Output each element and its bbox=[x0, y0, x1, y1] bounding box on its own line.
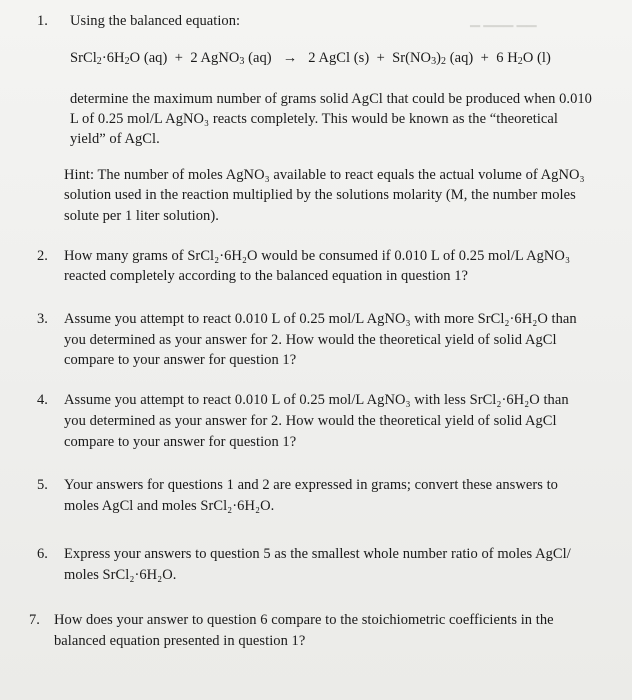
q5-line-1: Your answers for questions 1 and 2 are expressed in grams; convert these answers to bbox=[64, 477, 558, 493]
q1-hint-line-2: solution used in the reaction multiplied by the solutions molarity (M, the number moles bbox=[64, 187, 576, 203]
q2-line-2: reacted completely according to the balanced equation in question 1? bbox=[64, 268, 469, 284]
q5-number: 5. bbox=[37, 477, 48, 493]
q2-line-1: How many grams of SrCl₂·6H₂O would be consumed if 0.010 L of 0.25 mol/L AgNO₃ bbox=[64, 248, 571, 264]
q1-hint-line-3: solute per 1 liter solution). bbox=[64, 208, 219, 224]
q3-line-2: you determined as your answer for 2. How would the theoretical yield of solid AgCl bbox=[64, 332, 557, 348]
q2-number: 2. bbox=[37, 248, 48, 264]
q3-line-3: compare to your answer for question 1? bbox=[64, 352, 297, 368]
q6-number: 6. bbox=[37, 546, 48, 562]
q1-number: 1. bbox=[37, 13, 48, 29]
q1-title: Using the balanced equation: bbox=[70, 13, 241, 29]
q5-line-2: moles AgCl and moles SrCl₂·6H₂O. bbox=[64, 498, 275, 514]
q1-equation: $SrCl_2\cdot 6H_2O$ (aq) + 2 AgNO$_3$ (aq) → 2 AgCl $(s) + Sr(NO_3)_2$ (aq) + 6 $H_2O$ (l) bbox=[70, 50, 551, 67]
reaction-arrow: → bbox=[282, 50, 298, 66]
q1-body-line-1: determine the maximum number of grams solid AgCl that could be produced when 0.010 bbox=[70, 91, 592, 107]
q4-line-1: Assume you attempt to react 0.010 L of 0.25 mol/L AgNO₃ with less SrCl₂·6H₂O than bbox=[64, 392, 569, 408]
q6-line-1: Express your answers to question 5 as the smallest whole number ratio of moles AgCl/ bbox=[64, 546, 571, 562]
q3-number: 3. bbox=[37, 311, 48, 327]
q1-body-line-3: yield” of AgCl. bbox=[70, 131, 160, 147]
bleed-through: ▁ ▁▁▁ ▁▁ bbox=[470, 12, 537, 27]
q6-line-2: moles SrCl₂·6H₂O. bbox=[64, 567, 177, 583]
q4-line-3: compare to your answer for question 1? bbox=[64, 434, 297, 450]
q7-line-1: How does your answer to question 6 compare to the stoichiometric coefficients in the bbox=[54, 612, 554, 628]
q7-number: 7. bbox=[29, 612, 40, 628]
q4-number: 4. bbox=[37, 392, 48, 408]
q7-line-2: balanced equation presented in question 1? bbox=[54, 633, 306, 649]
q1-body-line-2: L of 0.25 mol/L AgNO₃ reacts completely. This would be known as the “theoretical bbox=[70, 111, 558, 127]
q4-line-2: you determined as your answer for 2. How would the theoretical yield of solid AgCl bbox=[64, 413, 557, 429]
q3-line-1: Assume you attempt to react 0.010 L of 0.25 mol/L AgNO₃ with more SrCl₂·6H₂O than bbox=[64, 311, 577, 327]
q1-hint-line-1: Hint: The number of moles AgNO₃ available to react equals the actual volume of AgNO₃ bbox=[64, 167, 585, 183]
